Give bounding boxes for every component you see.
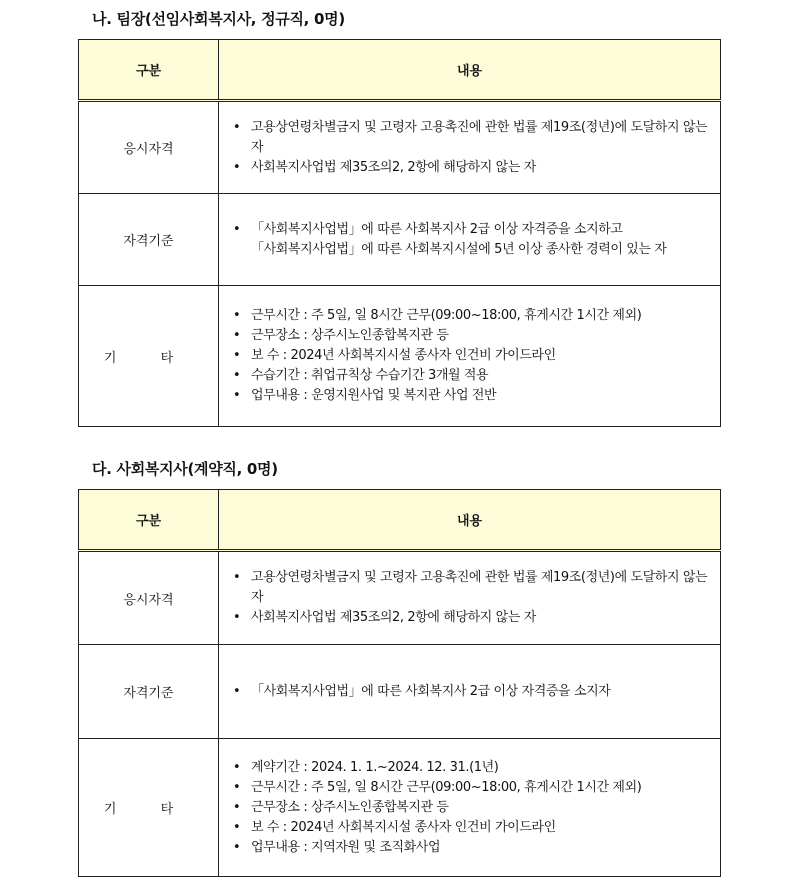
table-row <box>79 551 721 645</box>
table-row <box>79 645 721 739</box>
list-item: • 보 수 : 2024년 사회복지시설 종사자 인건비 가이드라인 <box>229 346 712 366</box>
list-item: • 사회복지사업법 제35조의2, 2항에 해당하지 않는 자 <box>229 158 712 178</box>
row-label-eligibility: 응시자격 <box>79 101 219 194</box>
table-header-row <box>79 490 721 551</box>
list-item: • 업무내용 : 지역자원 및 조직화사업 <box>229 838 712 858</box>
row-label-other-text: 기 타 <box>103 350 194 366</box>
row-label-qualification: 자격기준 <box>79 194 219 286</box>
list-item: • 근무장소 : 상주시노인종합복지관 등 <box>229 326 712 346</box>
row-label-other-text: 기 타 <box>103 802 194 817</box>
list-item: • 근무시간 : 주 5일, 일 8시간 근무(09:00~18:00, 휴게시간 1시간 제외) <box>229 306 712 326</box>
list-item: • 수습기간 : 취업규칙상 수습기간 3개월 적용 <box>229 366 712 386</box>
list-item: • 사회복지사업법 제35조의2, 2항에 해당하지 않는 자 <box>229 608 712 628</box>
table-row <box>79 194 721 286</box>
row-label-other <box>79 739 219 877</box>
list-item: • 「사회복지사업법」에 따른 사회복지사 2급 이상 자격증을 소지하고 「사회복지사업법」에 따른 사회복지시설에 5년 이상 종사한 경력이 있는 자 <box>229 220 712 260</box>
table-row <box>79 101 721 194</box>
row-content-other <box>219 286 721 427</box>
table-row <box>79 286 721 427</box>
header-category: 구분 <box>79 490 219 551</box>
row-label-qualification: 자격기준 <box>79 645 219 739</box>
header-content: 내용 <box>219 490 721 551</box>
header-category: 구분 <box>79 40 219 101</box>
row-content-qualification <box>219 194 721 286</box>
row-label-eligibility: 응시자격 <box>79 551 219 645</box>
table-social-worker <box>78 489 720 877</box>
list-item: • 근무시간 : 주 5일, 일 8시간 근무(09:00~18:00, 휴게시간 1시간 제외) <box>229 778 712 798</box>
list-item: • 「사회복지사업법」에 따른 사회복지사 2급 이상 자격증을 소지자 <box>229 682 712 702</box>
section-title-social-worker: 다. 사회복지사(계약직, 0명) <box>92 460 278 478</box>
list-item: • 고용상연령차별금지 및 고령자 고용촉진에 관한 법률 제19조(정년)에 도달하지 않는 자 <box>229 118 712 158</box>
list-item: • 계약기간 : 2024. 1. 1.~2024. 12. 31.(1년) <box>229 758 712 778</box>
list-item: • 고용상연령차별금지 및 고령자 고용촉진에 관한 법률 제19조(정년)에 도달하지 않는 자 <box>229 568 712 608</box>
row-label-other <box>79 286 219 427</box>
table-header-row <box>79 40 721 101</box>
table-row <box>79 739 721 877</box>
row-content-eligibility <box>219 101 721 194</box>
section-title-team-leader: 나. 팀장(선임사회복지사, 정규직, 0명) <box>92 10 345 28</box>
row-content-qualification <box>219 645 721 739</box>
list-item: • 보 수 : 2024년 사회복지시설 종사자 인건비 가이드라인 <box>229 818 712 838</box>
row-content-eligibility <box>219 551 721 645</box>
list-item: • 업무내용 : 운영지원사업 및 복지관 사업 전반 <box>229 386 712 406</box>
table-team-leader <box>78 39 720 427</box>
header-content: 내용 <box>219 40 721 101</box>
list-item: • 근무장소 : 상주시노인종합복지관 등 <box>229 798 712 818</box>
row-content-other <box>219 739 721 877</box>
